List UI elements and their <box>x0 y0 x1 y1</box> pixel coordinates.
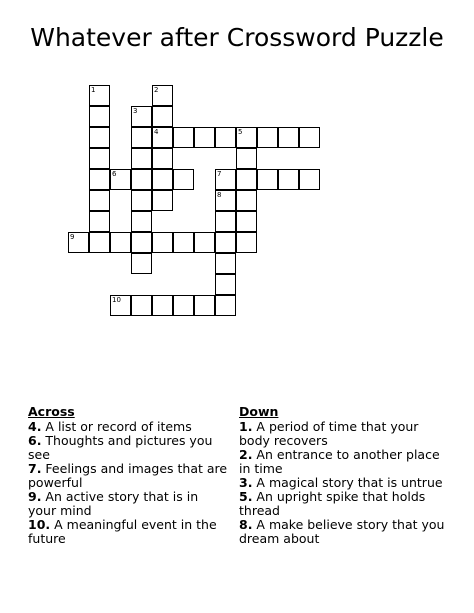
grid-cell[interactable] <box>131 253 152 274</box>
clue-number: 5. <box>239 489 253 504</box>
grid-cell[interactable] <box>89 85 110 106</box>
clue-number: 2 <box>154 86 159 94</box>
grid-cell[interactable] <box>89 169 110 190</box>
across-clues <box>28 405 228 546</box>
grid-cell[interactable] <box>173 232 194 253</box>
grid-cell[interactable] <box>131 169 152 190</box>
grid-cell[interactable] <box>215 190 236 211</box>
grid-cell[interactable] <box>173 169 194 190</box>
grid-cell[interactable] <box>152 148 173 169</box>
grid-cell[interactable] <box>110 295 131 316</box>
grid-cell[interactable] <box>152 85 173 106</box>
grid-cell[interactable] <box>131 232 152 253</box>
grid-cell[interactable] <box>236 148 257 169</box>
clue-number: 9 <box>70 233 75 241</box>
puzzle-title: Whatever after Crossword Puzzle <box>30 23 444 52</box>
down-clue <box>239 448 449 476</box>
clue-text: An active story that is in your mind <box>28 489 199 518</box>
across-clue <box>28 490 228 518</box>
grid-cell[interactable] <box>89 232 110 253</box>
grid-cell[interactable] <box>194 232 215 253</box>
grid-cell[interactable] <box>68 232 89 253</box>
down-clues <box>239 405 449 546</box>
down-clue <box>239 476 449 490</box>
grid-cell[interactable] <box>257 169 278 190</box>
clue-text: A list or record of items <box>41 419 192 434</box>
grid-cell[interactable] <box>215 169 236 190</box>
across-heading: Across <box>28 404 75 419</box>
clue-number: 10. <box>28 517 51 532</box>
grid-cell[interactable] <box>236 190 257 211</box>
grid-cell[interactable] <box>131 190 152 211</box>
clue-text: A meaningful event in the future <box>28 517 217 546</box>
grid-cell[interactable] <box>131 127 152 148</box>
down-clue <box>239 518 449 546</box>
grid-cell[interactable] <box>152 169 173 190</box>
grid-cell[interactable] <box>215 295 236 316</box>
grid-cell[interactable] <box>215 253 236 274</box>
grid-cell[interactable] <box>215 211 236 232</box>
grid-cell[interactable] <box>152 232 173 253</box>
grid-cell[interactable] <box>152 106 173 127</box>
grid-cell[interactable] <box>236 211 257 232</box>
grid-cell[interactable] <box>110 169 131 190</box>
grid-cell[interactable] <box>215 274 236 295</box>
clue-text: A period of time that your body recovers <box>239 419 419 448</box>
clue-number: 8 <box>217 191 222 199</box>
clue-number: 3 <box>133 107 138 115</box>
clue-number: 7 <box>217 170 222 178</box>
clue-number: 8. <box>239 517 253 532</box>
grid-cell[interactable] <box>89 190 110 211</box>
across-clue <box>28 462 228 490</box>
grid-cell[interactable] <box>89 106 110 127</box>
grid-cell[interactable] <box>131 211 152 232</box>
grid-cell[interactable] <box>236 169 257 190</box>
clue-number: 6 <box>112 170 117 178</box>
clue-text: An upright spike that holds thread <box>239 489 426 518</box>
grid-cell[interactable] <box>152 127 173 148</box>
grid-cell[interactable] <box>215 232 236 253</box>
down-heading: Down <box>239 404 279 419</box>
across-clue <box>28 434 228 462</box>
grid-cell[interactable] <box>173 295 194 316</box>
down-clue <box>239 490 449 518</box>
clue-number: 1. <box>239 419 253 434</box>
clue-number: 5 <box>238 128 243 136</box>
grid-cell[interactable] <box>194 295 215 316</box>
clue-number: 4. <box>28 419 42 434</box>
clue-number: 4 <box>154 128 159 136</box>
grid-cell[interactable] <box>110 232 131 253</box>
grid-cell[interactable] <box>152 190 173 211</box>
grid-cell[interactable] <box>131 106 152 127</box>
grid-cell[interactable] <box>89 127 110 148</box>
clue-number: 6. <box>28 433 42 448</box>
clue-text: An entrance to another place in time <box>239 447 440 476</box>
grid-cell[interactable] <box>89 148 110 169</box>
grid-cell[interactable] <box>152 295 173 316</box>
grid-cell[interactable] <box>299 127 320 148</box>
grid-cell[interactable] <box>215 127 236 148</box>
down-clue <box>239 420 449 448</box>
grid-cell[interactable] <box>131 148 152 169</box>
clue-number: 10 <box>112 296 121 304</box>
clue-number: 2. <box>239 447 253 462</box>
clue-number: 3. <box>239 475 253 490</box>
clue-number: 9. <box>28 489 42 504</box>
clue-text: A make believe story that you dream about <box>239 517 445 546</box>
grid-cell[interactable] <box>278 127 299 148</box>
clue-text: Thoughts and pictures you see <box>28 433 213 462</box>
grid-cell[interactable] <box>194 127 215 148</box>
grid-cell[interactable] <box>278 169 299 190</box>
grid-cell[interactable] <box>299 169 320 190</box>
grid-cell[interactable] <box>131 295 152 316</box>
grid-cell[interactable] <box>173 127 194 148</box>
clue-number: 7. <box>28 461 42 476</box>
clue-number: 1 <box>91 86 96 94</box>
grid-cell[interactable] <box>257 127 278 148</box>
across-clue <box>28 420 228 434</box>
grid-cell[interactable] <box>236 127 257 148</box>
across-clue <box>28 518 228 546</box>
clue-text: Feelings and images that are powerful <box>28 461 228 490</box>
grid-cell[interactable] <box>89 211 110 232</box>
grid-cell[interactable] <box>236 232 257 253</box>
clue-text: A magical story that is untrue <box>252 475 443 490</box>
